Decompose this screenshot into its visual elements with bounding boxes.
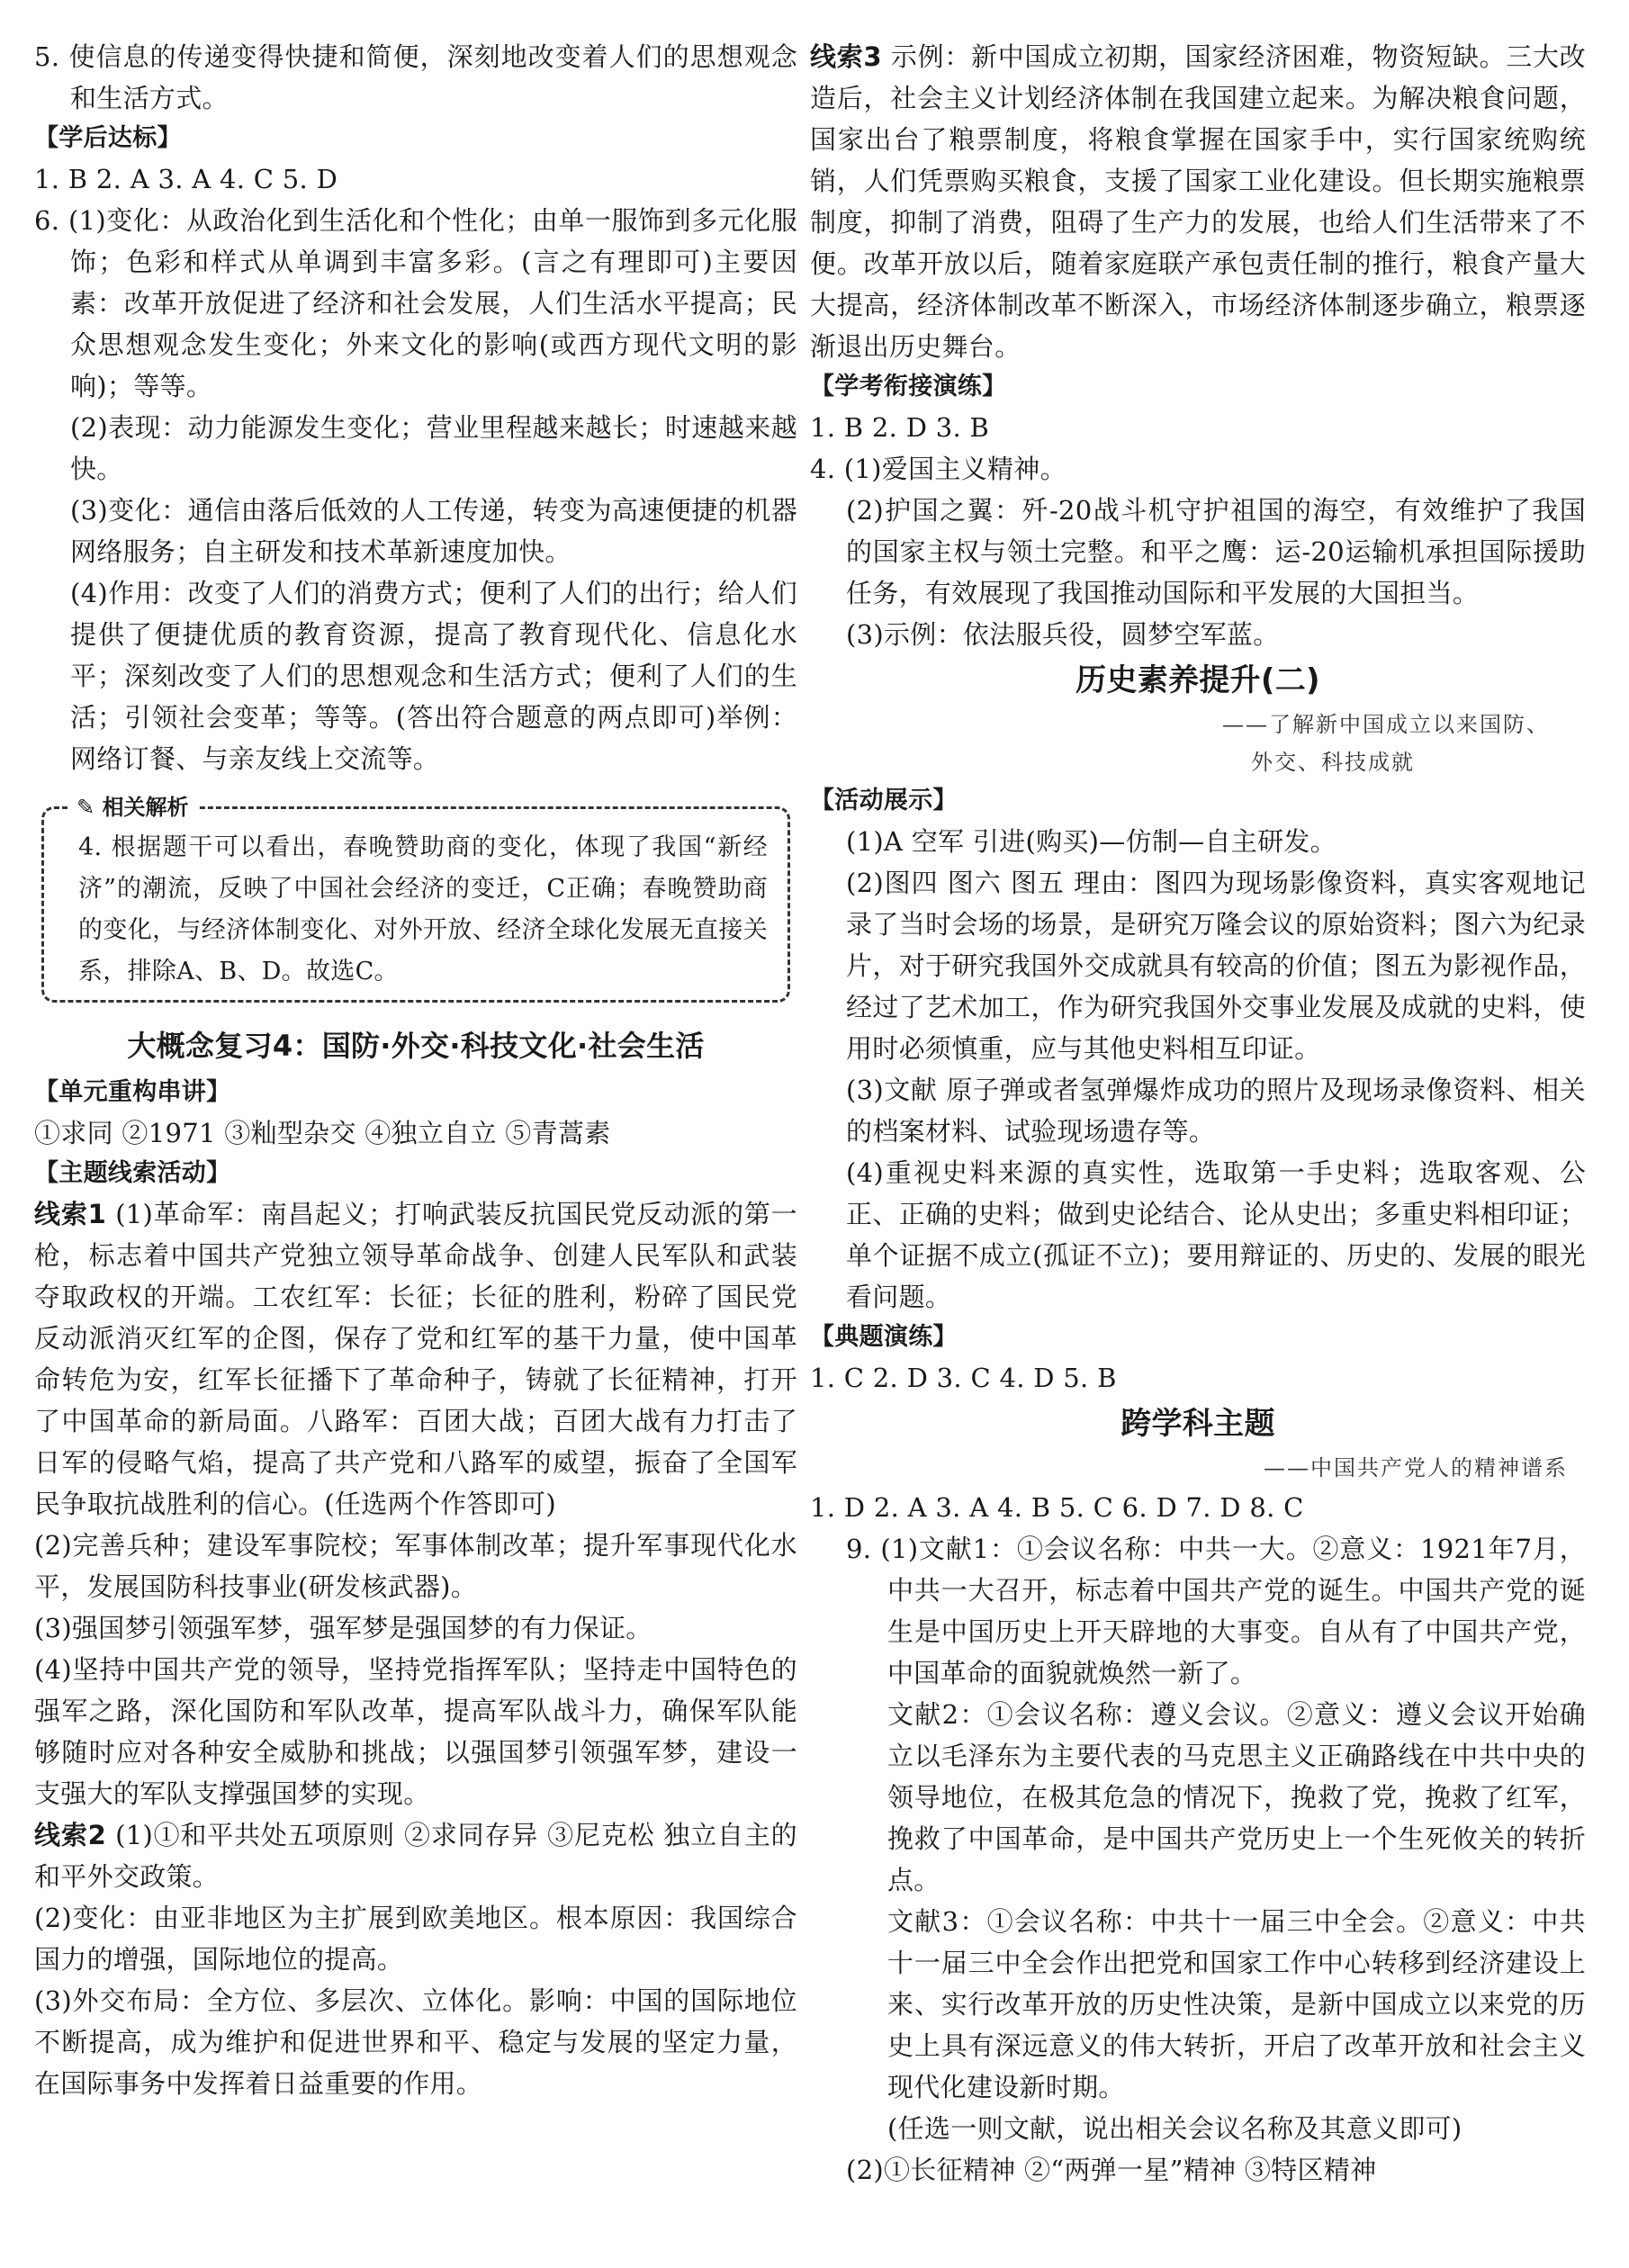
heading-kuaxueke: 跨学科主题 xyxy=(1120,1406,1275,1442)
choice-answers: 1. B 2. A 3. A 4. C 5. D xyxy=(34,164,338,194)
subtitle-lishi-1: ——了解新中国成立以来国防、 xyxy=(1222,712,1550,737)
q6-part4: (4)作用：改变了人们的消费方式；便利了人们的出行；给人们提供了便捷优质的教育资源，提高了教育现代化、信息化水平；深刻改变了人们的思想观念和生活方式；便利了人们的生活；引领社会变革；等等。(答出符合题意的两点即可)举例：网络订餐、与亲友线上交流等。 xyxy=(70,578,797,774)
q4-part1: 4. (1)爱国主义精神。 xyxy=(810,454,1066,484)
huodong-4: (4)重视史料来源的真实性，选取第一手史料；选取客观、公正、正确的史料；做到史论结合、论从史出；多重史料相印证；单个证据不成立(孤证不立)；要用辩证的、历史的、发展的眼光看问题。 xyxy=(846,1157,1586,1312)
xuekao-answers: 1. B 2. D 3. B xyxy=(810,412,990,443)
section-title-xuehou: 【学后达标】 xyxy=(34,124,182,152)
clue1-label: 线索1 xyxy=(34,1199,107,1229)
clue1-part2: (2)完善兵种；建设军事院校；军事体制改革；提升军事现代化水平，发展国防科技事业(研发核武器)。 xyxy=(34,1530,797,1602)
heading-lishi: 历史素养提升(二) xyxy=(1076,662,1320,698)
clue2-part3: (3)外交布局：全方位、多层次、立体化。影响：中国的国际地位不断提高，成为维护和促进世界和平、稳定与发展的坚定力量，在国际事务中发挥着日益重要的作用。 xyxy=(34,1985,797,2099)
q6-part2: (2)表现：动力能源发生变化；营业里程越来越长；时速越来越快。 xyxy=(70,412,797,484)
analysis-text: 4. 根据题干可以看出，春晚赞助商的变化，体现了我国“新经济”的潮流，反映了中国社会经济的变迁，C正确；春晚赞助商的变化，与经济体制变化、对外开放、经济全球化发展无直接关系，排除A、B、D。故选C。 xyxy=(78,833,768,986)
q9-note: (任选一则文献，说出相关会议名称及其意义即可) xyxy=(887,2113,1462,2144)
clue3: 线索3 示例：新中国成立初期，国家经济困难，物资短缺。三大改造后，社会主义计划经济体制在我国建立起来。为解决粮食问题，国家出台了粮票制度，将粮食掌握在国家手中，实行国家统购统销，人们凭票购买粮食，支援了国家工业化建设。但长期实施粮票制度，抑制了消费，阻碍了生产力的发展，也给人们生活带来了不便。改革开放以后，随着家庭联产承包责任制的推行，粮食产量大大提高，经济体制改革不断深入，市场经济体制逐步确立，粮票逐渐退出历史舞台。 xyxy=(810,41,1586,362)
clue3-label: 线索3 xyxy=(810,41,882,72)
clue1-part4: (4)坚持中国共产党的领导，坚持党指挥军队；坚持走中国特色的强军之路，深化国防和军队改革，提高军队战斗力，确保军队能够随时应对各种安全威胁和挑战；以强国梦引领强军梦，建设一支强大的军队支撑强国梦的实现。 xyxy=(34,1654,797,1809)
huodong-2: (2)图四 图六 图五 理由：图四为现场影像资料，真实客观地记录了当时会场的场景，是研究万隆会议的原始资料；图六为纪录片，对于研究我国外交成就具有较高的价值；图五为影视作品，经过了艺术加工，作为研究我国外交事业发展及成就的史料，使用时必须慎重，应与其他史料相互印证。 xyxy=(846,868,1586,1064)
unit-heading: 大概念复习4：国防·外交·科技文化·社会生活 xyxy=(127,1029,705,1063)
clue2-part2: (2)变化：由亚非地区为主扩展到欧美地区。根本原因：我国综合国力的增强，国际地位的提高。 xyxy=(34,1903,797,1975)
section-title-xuekao: 【学考衔接演练】 xyxy=(810,373,1007,400)
kuaxueke-answers: 1. D 2. A 3. A 4. B 5. C 6. D 7. D 8. C xyxy=(810,1492,1304,1523)
q9-doc2: 文献2：①会议名称：遵义会议。②意义：遵义会议开始确立以毛泽东为主要代表的马克思主义正确路线在中共中央的领导地位，在极其危急的情况下，挽救了党，挽救了红军，挽救了中国革命，是中国共产党历史上一个生死攸关的转折点。 xyxy=(887,1699,1586,1895)
huodong-1: (1)A 空军 引进(购买)—仿制—自主研发。 xyxy=(846,826,1336,857)
right-column xyxy=(810,36,1586,2191)
section-title-dianti: 【典题演练】 xyxy=(810,1323,958,1351)
left-column xyxy=(34,36,797,2104)
q9-part2: (2)①长征精神 ②“两弹一星”精神 ③特区精神 xyxy=(846,2155,1377,2185)
subtitle-lishi-2: 外交、科技成就 xyxy=(1251,750,1415,775)
pencil-icon: ✎ xyxy=(76,795,95,820)
analysis-box xyxy=(41,795,790,1003)
subtitle-kuaxueke: ——中国共产党人的精神谱系 xyxy=(1264,1455,1568,1480)
clue2-part1: 线索2 (1)①和平共处五项原则 ②求同存异 ③尼克松 独立自主的和平外交政策。 xyxy=(34,1820,797,1892)
answer-item-5: 5. 使信息的传递变得快捷和简便，深刻地改变着人们的思想观念和生活方式。 xyxy=(34,41,797,113)
section-title-zhuti: 【主题线索活动】 xyxy=(34,1159,231,1187)
q4-part2: (2)护国之翼：歼-20战斗机守护祖国的海空，有效维护了我国的国家主权与领土完整。和平之鹰：运-20运输机承担国际援助任务，有效展现了我国推动国际和平发展的大国担当。 xyxy=(846,495,1586,608)
dianti-answers: 1. C 2. D 3. C 4. D 5. B xyxy=(810,1363,1117,1393)
q9-doc3: 文献3：①会议名称：中共十一届三中全会。②意义：中共十一届三中全会作出把党和国家工作中心转移到经济建设上来、实行改革开放的历史性决策，是新中国成立以来党的历史上具有深远意义的伟大转折，开启了改革开放和社会主义现代化建设新时期。 xyxy=(887,1906,1586,2102)
section-title-huodong: 【活动展示】 xyxy=(810,787,958,814)
clue1-part3: (3)强国梦引领强军梦，强军梦是强国梦的有力保证。 xyxy=(34,1613,652,1643)
clue2-label: 线索2 xyxy=(34,1820,107,1850)
q6-part3: (3)变化：通信由落后低效的人工传递，转变为高速便捷的机器网络服务；自主研发和技术革新速度加快。 xyxy=(70,495,797,567)
section-title-danyuan: 【单元重构串讲】 xyxy=(34,1078,231,1106)
analysis-box-title: ✎ 相关解析 xyxy=(68,789,197,825)
q4-part3: (3)示例：依法服兵役，圆梦空军蓝。 xyxy=(846,619,1280,650)
q6-part1: 6. (1)变化：从政治化到生活化和个性化；由单一服饰到多元化服饰；色彩和样式从单调到丰富多彩。(言之有理即可)主要因素：改革开放促进了经济和社会发展，人们生活水平提高；民众思想观念发生变化；外来文化的影响(或西方现代文明的影响)；等等。 xyxy=(34,205,797,401)
danyuan-answers: ①求同 ②1971 ③籼型杂交 ④独立自立 ⑤青蒿素 xyxy=(34,1118,611,1148)
huodong-3: (3)文献 原子弹或者氢弹爆炸成功的照片及现场录像资料、相关的档案材料、试验现场遗存等。 xyxy=(846,1075,1586,1147)
q9-part1: 9. (1)文献1：①会议名称：中共一大。②意义：1921年7月，中共一大召开，标志着中国共产党的诞生。中国共产党的诞生是中国历史上开天辟地的大事变。自从有了中国共产党，中国革命的面貌就焕然一新了。 xyxy=(846,1534,1586,1688)
clue1-part1: 线索1 (1)革命军：南昌起义；打响武装反抗国民党反动派的第一枪，标志着中国共产党独立领导革命战争、创建人民军队和武装夺取政权的开端。工农红军：长征；长征的胜利，粉碎了国民党反动派消灭红军的企图，保存了党和红军的基干力量，使中国革命转危为安，红军长征播下了革命种子，铸就了长征精神，打开了中国革命的新局面。八路军：百团大战；百团大战有力打击了日军的侵略气焰，提高了共产党和八路军的威望，振奋了全国军民争取抗战胜利的信心。(任选两个作答即可) xyxy=(34,1199,797,1519)
